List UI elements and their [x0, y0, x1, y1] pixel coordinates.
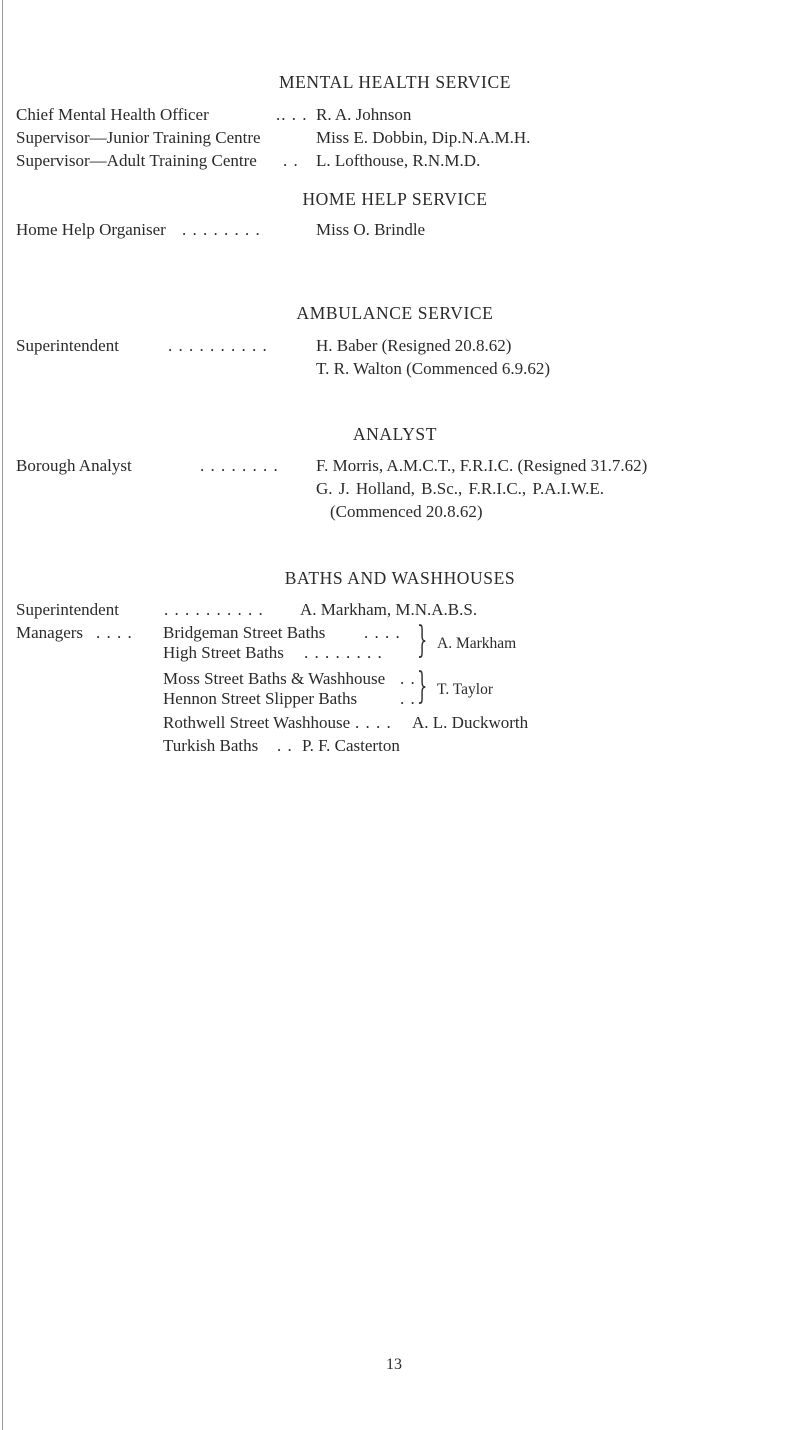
leader-dots: . . . . . . . .	[200, 456, 279, 475]
leader-dots: . . . . . . . .	[182, 220, 261, 239]
analyst-name-1: F. Morris, A.M.C.T., F.R.I.C. (Resigned 31.7.62)	[316, 456, 648, 475]
page-binding-edge	[0, 0, 6, 1430]
role-home-help-organiser: Home Help Organiser	[16, 220, 166, 239]
name-ambulance-superintendent-1: H. Baber (Resigned 20.8.62)	[316, 336, 512, 355]
name-home-help-organiser: Miss O. Brindle	[316, 220, 426, 239]
leader-dots: . . . .	[355, 713, 392, 732]
section-heading-ambulance: AMBULANCE SERVICE	[296, 303, 494, 323]
manager-name-casterton: P. F. Casterton	[302, 736, 400, 755]
leader-dots: . . . . . . . . . .	[164, 600, 264, 619]
manager-name-duckworth: A. L. Duckworth	[412, 713, 529, 732]
turkish-baths-label: Turkish Baths	[163, 736, 259, 755]
section-heading-mental-health: MENTAL HEALTH SERVICE	[278, 72, 512, 92]
bath-label: Bridgeman Street Baths	[163, 623, 326, 642]
page-number: 13	[386, 1356, 402, 1373]
role-ambulance-superintendent: Superintendent	[16, 336, 119, 355]
leader-dots: . .	[277, 736, 293, 755]
role-label: Chief Mental Health Officer	[16, 105, 209, 124]
leader-dots: . . . . . . . . . .	[168, 336, 268, 355]
role-supervisor-adult: Supervisor—Adult Training Centre	[16, 151, 257, 170]
brace-icon: }	[417, 666, 428, 707]
role-baths-superintendent: Superintendent	[16, 600, 119, 619]
name-supervisor-adult: L. Lofthouse, R.N.M.D.	[316, 151, 481, 170]
leader-dots: . .	[400, 689, 416, 708]
leader-dots: . .	[400, 669, 416, 688]
leader-dots: . . . .	[96, 623, 133, 642]
name-supervisor-junior: Miss E. Dobbin, Dip.N.A.M.H.	[316, 128, 531, 147]
bath-label: Hennon Street Slipper Baths	[163, 689, 358, 708]
bath-label: Moss Street Baths & Washhouse	[163, 669, 386, 688]
role-borough-analyst: Borough Analyst	[16, 456, 132, 475]
manager-name-taylor: T. Taylor	[437, 681, 494, 698]
name-ambulance-superintendent-2: T. R. Walton (Commenced 6.9.62)	[316, 359, 551, 378]
name-baths-superintendent: A. Markham, M.N.A.B.S.	[300, 600, 478, 619]
leader-dots: .. . .	[276, 105, 308, 124]
manager-name-markham: A. Markham	[437, 635, 517, 652]
section-heading-home-help: HOME HELP SERVICE	[302, 189, 488, 209]
bath-label: High Street Baths	[163, 643, 284, 662]
washhouse-label: Rothwell Street Washhouse	[163, 713, 351, 732]
leader-dots: . .	[283, 151, 299, 170]
role-chief-mental-health-officer	[16, 105, 209, 125]
analyst-name-2-date: (Commenced 20.8.62)	[330, 502, 483, 521]
section-heading-analyst: ANALYST	[352, 424, 438, 444]
name-chief-mental-health-officer: R. A. Johnson	[316, 105, 412, 124]
role-managers: Managers	[16, 623, 84, 642]
leader-dots: . . . .	[364, 623, 401, 642]
section-heading-baths: BATHS AND WASHHOUSES	[284, 568, 516, 588]
leader-dots: . . . . . . . .	[304, 643, 383, 662]
analyst-name-2: G. J. Holland, B.Sc., F.R.I.C., P.A.I.W.E.	[316, 479, 605, 498]
role-supervisor-junior: Supervisor—Junior Training Centre	[16, 128, 261, 147]
brace-icon: }	[417, 620, 428, 661]
